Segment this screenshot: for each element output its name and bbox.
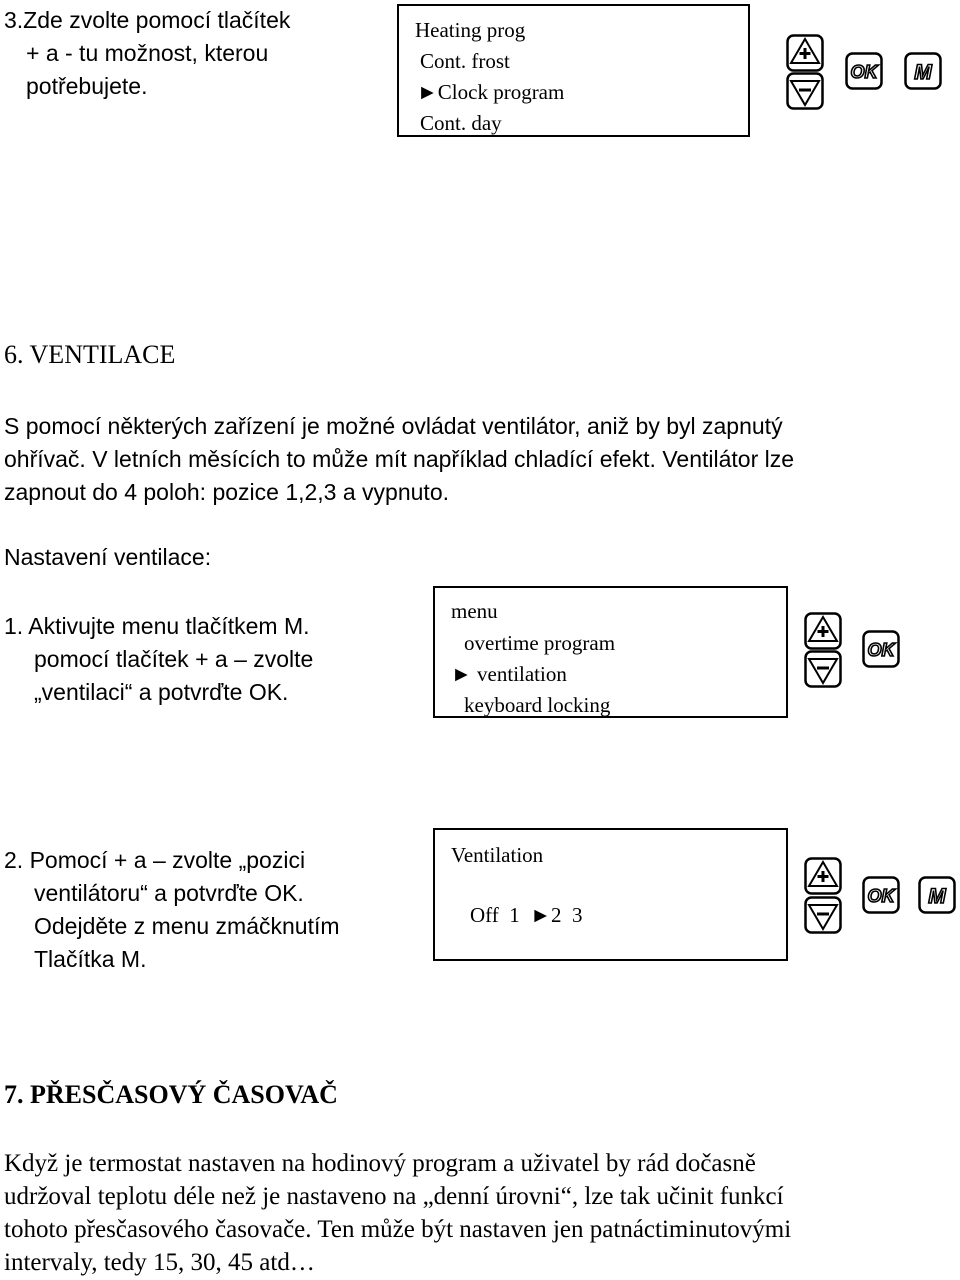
display-line: ►Clock program bbox=[417, 80, 565, 104]
step1-instructions bbox=[4, 610, 313, 709]
section7-paragraph bbox=[4, 1147, 791, 1279]
paragraph-line: S pomocí některých zařízení je možné ovládat ventilátor, aniž by byl zapnutý bbox=[4, 413, 783, 439]
display-line: Cont. frost bbox=[420, 49, 510, 73]
display-line: Heating prog bbox=[415, 18, 526, 42]
step3-line-3: potřebujete. bbox=[26, 73, 148, 99]
paragraph-line: intervaly, tedy 15, 30, 45 atd… bbox=[4, 1249, 315, 1276]
minus-button[interactable] bbox=[786, 72, 824, 110]
plus-button[interactable] bbox=[804, 857, 842, 895]
m-button[interactable] bbox=[918, 876, 956, 914]
ok-button[interactable] bbox=[862, 876, 900, 914]
minus-icon bbox=[804, 650, 842, 688]
section6-paragraph bbox=[4, 410, 794, 509]
display-line: Off 1 ►2 3 bbox=[470, 903, 583, 927]
step3-display bbox=[397, 4, 750, 137]
plus-button[interactable] bbox=[804, 612, 842, 650]
step1-line-1: 1. Aktivujte menu tlačítkem M. bbox=[4, 613, 310, 639]
minus-button[interactable] bbox=[804, 650, 842, 688]
minus-button[interactable] bbox=[804, 896, 842, 934]
ok-label: OK bbox=[867, 640, 895, 660]
step3-instructions bbox=[4, 4, 290, 103]
plus-icon bbox=[804, 857, 842, 895]
ok-label: OK bbox=[867, 886, 895, 906]
minus-icon bbox=[804, 896, 842, 934]
paragraph-line: ohřívač. V letních měsících to může mít například chladící efekt. Ventilátor lze bbox=[4, 446, 795, 472]
display-line: ► ventilation bbox=[451, 662, 567, 686]
plus-icon bbox=[804, 612, 842, 650]
section6-heading: 6. VENTILACE bbox=[4, 340, 176, 369]
step1-line-3: „ventilaci“ a potvrďte OK. bbox=[34, 679, 289, 705]
step2-line-2: ventilátoru“ a potvrďte OK. bbox=[34, 880, 304, 906]
step3-line-2: + a - tu možnost, kterou bbox=[26, 40, 269, 66]
paragraph-line: udržoval teplotu déle než je nastaveno na „denní úrovni“, lze tak učinit funkcí bbox=[4, 1183, 784, 1210]
step1-display bbox=[433, 586, 788, 718]
display-line: menu bbox=[451, 599, 498, 623]
step3-line-1: 3.Zde zvolte pomocí tlačítek bbox=[4, 7, 291, 33]
display-line: keyboard locking bbox=[464, 693, 611, 717]
paragraph-line: Když je termostat nastaven na hodinový program a uživatel by rád dočasně bbox=[4, 1150, 756, 1177]
display-line: overtime program bbox=[464, 631, 616, 655]
m-label: M bbox=[928, 885, 946, 908]
step2-line-3: Odejděte z menu zmáčknutím bbox=[34, 913, 340, 939]
plus-button[interactable] bbox=[786, 34, 824, 72]
ok-button[interactable] bbox=[845, 52, 883, 90]
step2-line-1: 2. Pomocí + a – zvolte „pozici bbox=[4, 847, 306, 873]
display-line: Cont. day bbox=[420, 111, 502, 135]
section7-heading: 7. PŘESČASOVÝ ČASOVAČ bbox=[4, 1080, 338, 1109]
paragraph-line: tohoto přesčasového časovače. Ten může být nastaven jen patnáctiminutovými bbox=[4, 1216, 792, 1243]
m-button[interactable] bbox=[904, 52, 942, 90]
step2-line-4: Tlačítka M. bbox=[34, 946, 147, 972]
step2-display bbox=[433, 828, 788, 961]
step1-line-2: pomocí tlačítek + a – zvolte bbox=[34, 646, 314, 672]
paragraph-line: zapnout do 4 poloh: pozice 1,2,3 a vypnuto. bbox=[4, 479, 449, 505]
step2-instructions bbox=[4, 844, 340, 976]
ok-button[interactable] bbox=[862, 630, 900, 668]
minus-icon bbox=[786, 72, 824, 110]
plus-icon bbox=[786, 34, 824, 72]
m-label: M bbox=[914, 61, 932, 84]
ok-label: OK bbox=[850, 62, 878, 82]
section6-subheading: Nastavení ventilace: bbox=[4, 544, 212, 570]
display-line: Ventilation bbox=[451, 843, 544, 867]
